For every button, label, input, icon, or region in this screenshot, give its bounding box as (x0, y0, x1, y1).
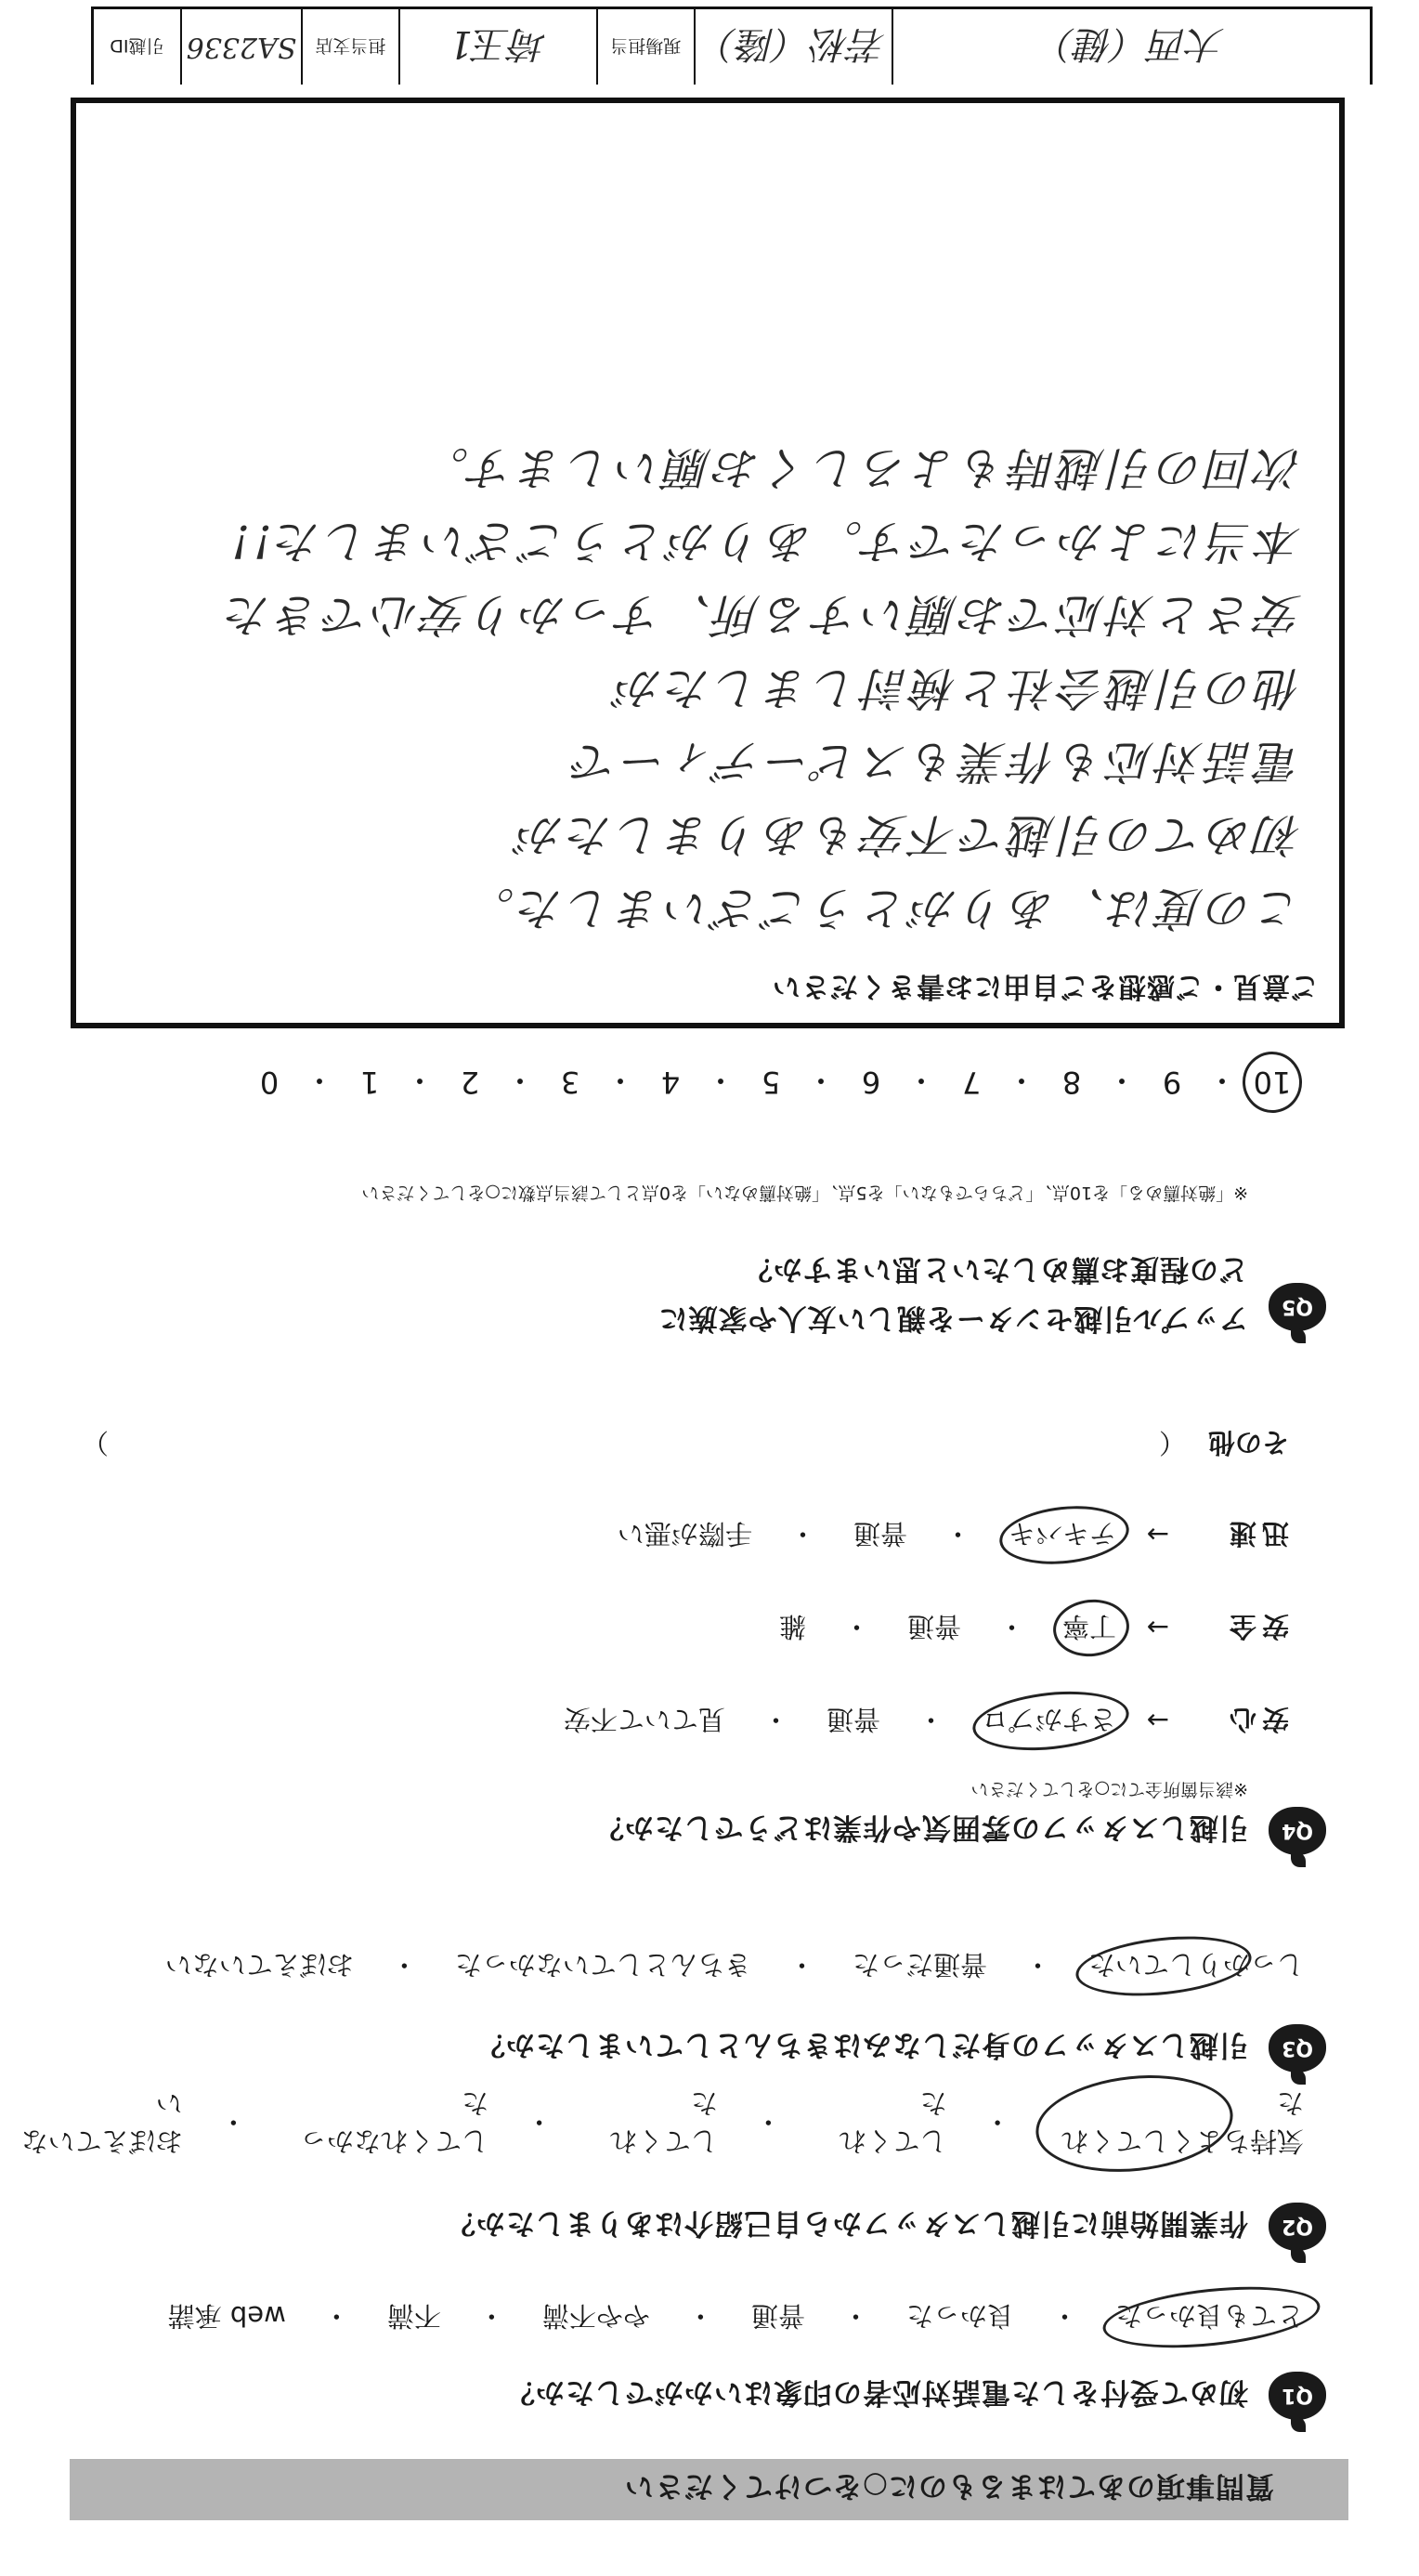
branch-value: 埼玉1 (449, 22, 548, 65)
selection-circle (970, 1684, 1131, 1757)
row-option[interactable]: 丁寧 (1062, 1609, 1116, 1647)
comments-heading: ご意見・ご感想をご自由にお書きください (772, 970, 1319, 1002)
selection-circle (1100, 2278, 1322, 2357)
name-cell (892, 9, 1370, 85)
selection-circle (1031, 2066, 1238, 2181)
row-option[interactable]: 手際が悪い (617, 1518, 752, 1550)
staff-label: 現場担当 (596, 9, 694, 85)
score-10[interactable]: 10 (1246, 1065, 1298, 1100)
comment-line: 他の引越会社と検討しましたが (612, 661, 1302, 714)
q4-row-jinsoku: 迅速 → テキパキ ・ 普通 ・ 手際が悪い (618, 1516, 1289, 1554)
q1-option[interactable]: やや不満 (541, 2300, 650, 2332)
q2-option[interactable]: 気持ちよくしてくれた (1045, 2086, 1308, 2162)
q1-option[interactable]: とても良かった (1112, 2298, 1308, 2336)
staff-value: 若松（隆） (700, 22, 887, 65)
q4-row-anshin: 安心 → さすがプロ ・ 普通 ・ 見ていて不安 (564, 1702, 1289, 1740)
id-label: 引越ID (110, 35, 164, 56)
id-value: SA2336 (186, 31, 297, 63)
arrow-icon: → (1146, 1612, 1170, 1644)
score-9[interactable]: 9 (1162, 1065, 1182, 1100)
q1-option[interactable]: 良かった (905, 2300, 1014, 2332)
q5-text: アップル引越センターを親しい友人や家族に どの程度お薦めしたいと思いますか？ (657, 1252, 1248, 1335)
q4-note: ※該当箇所全てに○をしてください (970, 1779, 1248, 1799)
comment-line: 次回の引越時もよろしくお願いします。 (419, 441, 1302, 494)
q4-badge-icon: Q4 (1269, 1807, 1326, 1855)
row-option[interactable]: 普通 (826, 1704, 880, 1735)
q3-option[interactable]: 普通だった (852, 1949, 987, 1981)
row-label: 安全 (1223, 1611, 1289, 1642)
footer-table (91, 7, 1373, 85)
q4-text: 引越しスタッフの雰囲気や作業はどうでしたか？ (594, 1811, 1248, 1845)
q1-option[interactable]: web 承諾 (167, 2300, 286, 2332)
score-5[interactable]: 5 (761, 1065, 781, 1100)
q2-text: 作業開始前に引越しスタッフから自己紹介はありましたか？ (446, 2206, 1248, 2241)
q3-option[interactable]: おぼえていない (164, 1949, 354, 1981)
score-8[interactable]: 8 (1061, 1065, 1082, 1100)
row-option[interactable]: テキパキ (1009, 1516, 1116, 1554)
instruction-text: 質問事項のあてはまるものに○をつけてください (623, 2469, 1274, 2504)
q5-scale: 10 ・ 9 ・ 8 ・ 7 ・ 6 ・ 5 ・ 4 ・ 3 ・ 2 ・ 1 ・ 0 (243, 1061, 1298, 1104)
score-4[interactable]: 4 (660, 1065, 681, 1100)
instruction-band (70, 2459, 1348, 2520)
score-7[interactable]: 7 (961, 1065, 982, 1100)
other-label: その他 (1207, 1427, 1289, 1458)
arrow-icon: → (1146, 1519, 1170, 1551)
other-close-paren: ） (82, 1427, 110, 1458)
q1-option[interactable]: 普通 (750, 2300, 805, 2332)
row-option[interactable]: 普通 (906, 1611, 961, 1642)
arrow-icon: → (1146, 1705, 1170, 1737)
comment-line: この度は、ありがとうございました。 (464, 882, 1302, 935)
q3-text: 引越しスタッフの身だしなみはきちんとしていましたか？ (475, 2028, 1248, 2062)
row-label: 安心 (1223, 1704, 1289, 1735)
q2-option[interactable]: してくれた (609, 2087, 718, 2157)
q1-text: 初めて受付をした電話対応者の印象はいかがでしたか？ (505, 2375, 1248, 2410)
selection-circle (1073, 1929, 1254, 2004)
question-5 (82, 1251, 1326, 1342)
handwritten-comments (113, 431, 1302, 945)
comments-box[interactable] (71, 98, 1345, 1028)
score-3[interactable]: 3 (560, 1065, 580, 1100)
score-2[interactable]: 2 (460, 1065, 480, 1100)
branch-label: 担当支店 (301, 9, 398, 85)
comment-line: 本当によかったです。ありがとうございました!! (228, 515, 1302, 568)
row-option[interactable]: さすがプロ (982, 1702, 1116, 1740)
q2-option[interactable]: してくれた (839, 2087, 947, 2157)
q5-badge-icon: Q5 (1269, 1283, 1326, 1331)
question-2 (82, 2203, 1326, 2251)
selection-circle (1240, 1049, 1306, 1116)
row-option[interactable]: 見ていて不安 (563, 1704, 725, 1735)
selection-circle (1050, 1596, 1132, 1660)
name-value: 大西（健） (1038, 22, 1225, 65)
q1-badge-icon: Q1 (1269, 2372, 1326, 2420)
q1-options: とても良かった ・ 良かった ・ 普通 ・ やや不満 ・ 不満 ・ web 承諾 (164, 2298, 1308, 2336)
q5-note: ※「絶対薦める」を10点、「どちらでもない」を5点、「絶対薦めない」を0点として該当点数に○をしてください (361, 1183, 1248, 1203)
q1-option[interactable]: 不満 (386, 2300, 441, 2332)
q2-badge-icon: Q2 (1269, 2203, 1326, 2251)
row-option[interactable]: 雑 (778, 1611, 806, 1642)
q2-option[interactable]: おぼえていない (20, 2087, 183, 2157)
row-label: 迅速 (1223, 1518, 1289, 1550)
other-open-paren: （ (1158, 1427, 1186, 1458)
row-option[interactable]: 普通 (853, 1518, 907, 1550)
branch-cell (398, 9, 596, 85)
selection-circle (996, 1500, 1132, 1570)
score-6[interactable]: 6 (861, 1065, 881, 1100)
question-4 (82, 1807, 1326, 1855)
staff-cell (694, 9, 892, 85)
q2-options: 気持ちよくしてくれた ・ してくれた ・ してくれた ・ してくれなかった ・ おぼえていない (0, 2086, 1308, 2162)
score-0[interactable]: 0 (259, 1065, 280, 1100)
comment-line: 初めての引越で不安もありましたが (514, 808, 1302, 861)
comment-line: 電話対応も作業もスピーディーで (568, 735, 1302, 788)
q3-option[interactable]: しっかりしていた (1085, 1947, 1308, 1985)
q4-row-other (82, 1425, 1289, 1463)
q2-option[interactable]: してくれなかった (300, 2087, 489, 2157)
q3-options: しっかりしていた ・ 普通だった ・ きちんとしていなかった ・ おぼえていない (162, 1947, 1308, 1985)
question-3 (82, 2024, 1326, 2073)
q3-badge-icon: Q3 (1269, 2024, 1326, 2073)
comment-line: 安さと対応でお願いする所、すっかり安心できた (221, 588, 1302, 641)
score-1[interactable]: 1 (359, 1065, 380, 1100)
id-cell (180, 9, 301, 85)
q4-row-anzen: 安全 → 丁寧 ・ 普通 ・ 雑 (779, 1609, 1289, 1647)
question-1 (82, 2372, 1326, 2420)
q3-option[interactable]: きちんとしていなかった (454, 1949, 751, 1981)
